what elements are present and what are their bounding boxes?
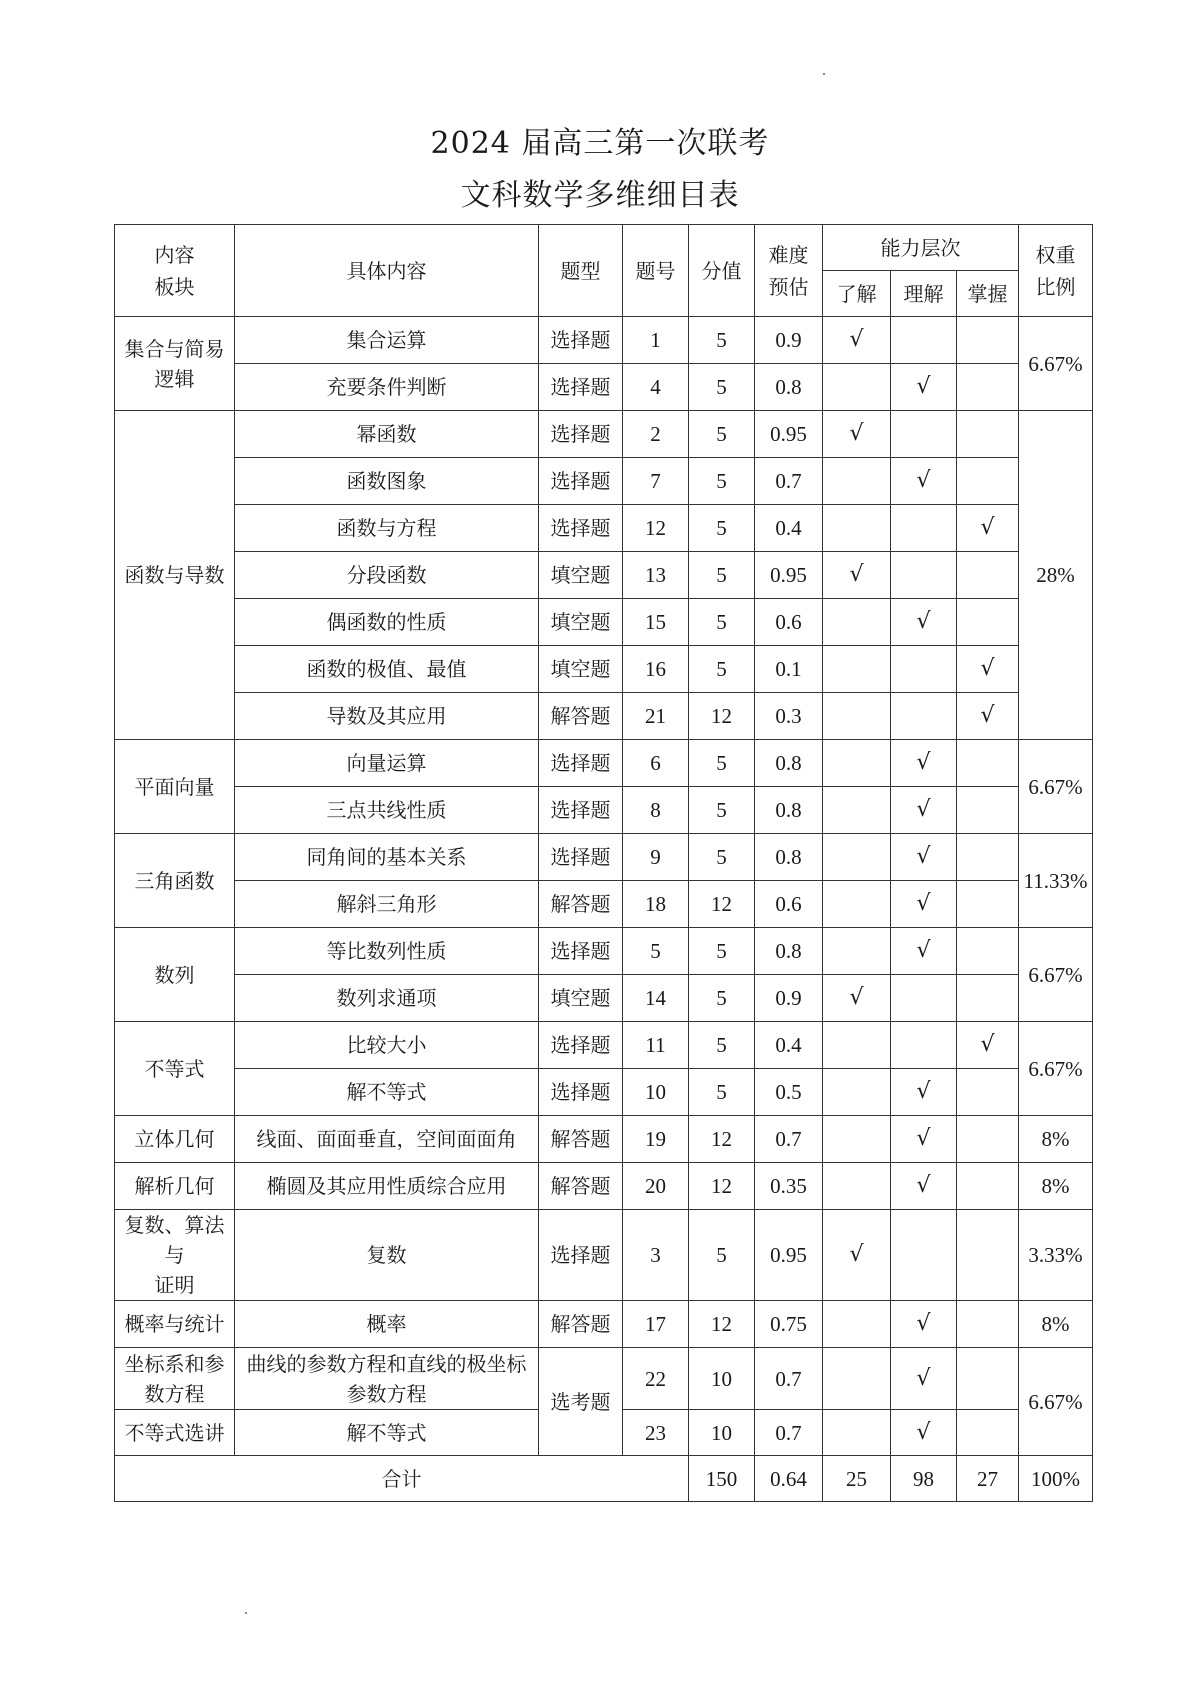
weight-cell: 8% <box>1019 1163 1093 1210</box>
difficulty-cell: 0.35 <box>755 1163 823 1210</box>
master-cell <box>957 693 1019 740</box>
know-cell <box>823 364 891 411</box>
number-cell: 5 <box>623 928 689 975</box>
total-row <box>115 1456 1093 1502</box>
understand-cell <box>891 693 957 740</box>
type-cell: 选择题 <box>539 1210 623 1301</box>
content-cell: 向量运算 <box>235 740 539 787</box>
difficulty-cell: 0.7 <box>755 1116 823 1163</box>
block-cell: 集合与简易 逻辑 <box>115 317 235 411</box>
understand-cell <box>891 834 957 881</box>
number-cell: 21 <box>623 693 689 740</box>
content-cell: 等比数列性质 <box>235 928 539 975</box>
master-cell <box>957 505 1019 552</box>
block-cell: 复数、算法与 证明 <box>115 1210 235 1301</box>
know-cell <box>823 740 891 787</box>
number-cell: 12 <box>623 505 689 552</box>
number-cell: 19 <box>623 1116 689 1163</box>
master-cell <box>957 975 1019 1022</box>
type-cell: 选择题 <box>539 787 623 834</box>
check-mark: √ <box>916 1126 931 1151</box>
table-row <box>115 552 1093 599</box>
type-cell: 填空题 <box>539 646 623 693</box>
table-row <box>115 1348 1093 1410</box>
table-body <box>115 317 1093 1502</box>
header-understand: 理解 <box>891 271 957 317</box>
check-mark: √ <box>916 1419 931 1445</box>
check-mark: √ <box>916 609 931 634</box>
total-understand: 98 <box>891 1456 957 1502</box>
score-cell: 5 <box>689 505 755 552</box>
understand-cell <box>891 317 957 364</box>
weight-cell: 6.67% <box>1019 928 1093 1022</box>
type-cell: 填空题 <box>539 599 623 646</box>
check-mark: √ <box>916 844 931 869</box>
check-mark: √ <box>849 1242 864 1267</box>
score-cell: 5 <box>689 1069 755 1116</box>
table-row <box>115 599 1093 646</box>
master-cell <box>957 599 1019 646</box>
number-cell: 15 <box>623 599 689 646</box>
know-cell <box>823 975 891 1022</box>
score-cell: 12 <box>689 881 755 928</box>
content-cell: 比较大小 <box>235 1022 539 1069</box>
speck-mark <box>823 73 825 75</box>
understand-cell <box>891 1210 957 1301</box>
understand-cell <box>891 646 957 693</box>
know-cell <box>823 599 891 646</box>
master-cell <box>957 1210 1019 1301</box>
number-cell: 17 <box>623 1301 689 1348</box>
document-subtitle: 文科数学多维细目表 <box>460 178 740 213</box>
score-cell: 5 <box>689 646 755 693</box>
understand-cell <box>891 1348 957 1410</box>
block-cell: 三角函数 <box>115 834 235 928</box>
check-mark: √ <box>849 421 864 446</box>
master-cell <box>957 1301 1019 1348</box>
score-cell: 5 <box>689 458 755 505</box>
weight-cell: 3.33% <box>1019 1210 1093 1301</box>
master-cell <box>957 646 1019 693</box>
table-row <box>115 834 1093 881</box>
content-cell: 三点共线性质 <box>235 787 539 834</box>
table-row <box>115 881 1093 928</box>
content-cell: 幂函数 <box>235 411 539 458</box>
type-cell: 选择题 <box>539 1069 623 1116</box>
difficulty-cell: 0.8 <box>755 740 823 787</box>
table-row <box>115 1301 1093 1348</box>
number-cell: 14 <box>623 975 689 1022</box>
master-cell <box>957 552 1019 599</box>
difficulty-cell: 0.7 <box>755 1348 823 1410</box>
score-cell: 5 <box>689 317 755 364</box>
understand-cell <box>891 1022 957 1069</box>
number-cell: 16 <box>623 646 689 693</box>
master-cell <box>957 458 1019 505</box>
master-cell <box>957 834 1019 881</box>
difficulty-cell: 0.8 <box>755 928 823 975</box>
difficulty-cell: 0.8 <box>755 364 823 411</box>
understand-cell <box>891 458 957 505</box>
check-mark: √ <box>916 1079 931 1104</box>
table-row <box>115 975 1093 1022</box>
score-cell: 5 <box>689 364 755 411</box>
number-cell: 3 <box>623 1210 689 1301</box>
understand-cell <box>891 1069 957 1116</box>
content-cell: 数列求通项 <box>235 975 539 1022</box>
speck-mark <box>245 1612 247 1614</box>
number-cell: 7 <box>623 458 689 505</box>
content-cell: 概率 <box>235 1301 539 1348</box>
table-row <box>115 740 1093 787</box>
weight-cell: 11.33% <box>1019 834 1093 928</box>
table-row <box>115 317 1093 364</box>
know-cell <box>823 552 891 599</box>
difficulty-cell: 0.4 <box>755 505 823 552</box>
type-cell: 选择题 <box>539 411 623 458</box>
content-cell: 线面、面面垂直，空间面面角 <box>235 1116 539 1163</box>
block-cell: 解析几何 <box>115 1163 235 1210</box>
master-cell <box>957 364 1019 411</box>
block-cell: 数列 <box>115 928 235 1022</box>
understand-cell <box>891 1163 957 1210</box>
score-cell: 5 <box>689 1210 755 1301</box>
understand-cell <box>891 411 957 458</box>
weight-cell: 6.67% <box>1019 1022 1093 1116</box>
know-cell <box>823 1210 891 1301</box>
type-cell: 解答题 <box>539 1163 623 1210</box>
number-cell: 23 <box>623 1410 689 1456</box>
difficulty-cell: 0.6 <box>755 599 823 646</box>
number-cell: 6 <box>623 740 689 787</box>
type-cell: 填空题 <box>539 552 623 599</box>
understand-cell <box>891 975 957 1022</box>
type-cell: 解答题 <box>539 1116 623 1163</box>
total-know: 25 <box>823 1456 891 1502</box>
block-cell: 立体几何 <box>115 1116 235 1163</box>
master-cell <box>957 1410 1019 1456</box>
content-cell: 椭圆及其应用性质综合应用 <box>235 1163 539 1210</box>
score-cell: 12 <box>689 1163 755 1210</box>
type-cell: 解答题 <box>539 881 623 928</box>
number-cell: 11 <box>623 1022 689 1069</box>
know-cell <box>823 1348 891 1410</box>
know-cell <box>823 458 891 505</box>
know-cell <box>823 787 891 834</box>
header-content: 具体内容 <box>235 225 539 317</box>
type-cell: 选考题 <box>539 1348 623 1456</box>
spec-table <box>114 224 1093 1502</box>
score-cell: 12 <box>689 693 755 740</box>
content-cell: 曲线的参数方程和直线的极坐标 参数方程 <box>235 1348 539 1410</box>
understand-cell <box>891 552 957 599</box>
know-cell <box>823 881 891 928</box>
difficulty-cell: 0.1 <box>755 646 823 693</box>
difficulty-cell: 0.95 <box>755 552 823 599</box>
block-cell: 平面向量 <box>115 740 235 834</box>
type-cell: 选择题 <box>539 740 623 787</box>
master-cell <box>957 740 1019 787</box>
master-cell <box>957 928 1019 975</box>
know-cell <box>823 1163 891 1210</box>
table-row <box>115 1069 1093 1116</box>
number-cell: 22 <box>623 1348 689 1410</box>
number-cell: 18 <box>623 881 689 928</box>
header-block: 内容 板块 <box>115 225 235 317</box>
score-cell: 5 <box>689 975 755 1022</box>
difficulty-cell: 0.5 <box>755 1069 823 1116</box>
number-cell: 1 <box>623 317 689 364</box>
content-cell: 集合运算 <box>235 317 539 364</box>
type-cell: 选择题 <box>539 458 623 505</box>
number-cell: 4 <box>623 364 689 411</box>
content-cell: 解斜三角形 <box>235 881 539 928</box>
content-cell: 函数与方程 <box>235 505 539 552</box>
document-title: 2024 届高三第一次联考 <box>430 126 770 161</box>
header-difficulty: 难度 预估 <box>755 225 823 317</box>
score-cell: 5 <box>689 834 755 881</box>
score-cell: 5 <box>689 411 755 458</box>
master-cell <box>957 1348 1019 1410</box>
check-mark: √ <box>916 891 931 916</box>
number-cell: 8 <box>623 787 689 834</box>
weight-cell: 28% <box>1019 411 1093 740</box>
content-cell: 解不等式 <box>235 1410 539 1456</box>
check-mark: √ <box>980 703 995 728</box>
difficulty-cell: 0.8 <box>755 834 823 881</box>
understand-cell <box>891 1116 957 1163</box>
know-cell <box>823 834 891 881</box>
number-cell: 20 <box>623 1163 689 1210</box>
content-cell: 导数及其应用 <box>235 693 539 740</box>
check-mark: √ <box>980 515 995 540</box>
know-cell <box>823 646 891 693</box>
content-cell: 偶函数的性质 <box>235 599 539 646</box>
table-row <box>115 646 1093 693</box>
check-mark: √ <box>916 1365 931 1391</box>
difficulty-cell: 0.9 <box>755 317 823 364</box>
content-cell: 函数的极值、最值 <box>235 646 539 693</box>
weight-cell: 8% <box>1019 1301 1093 1348</box>
know-cell <box>823 317 891 364</box>
master-cell <box>957 1163 1019 1210</box>
check-mark: √ <box>916 374 931 399</box>
understand-cell <box>891 740 957 787</box>
understand-cell <box>891 787 957 834</box>
content-cell: 复数 <box>235 1210 539 1301</box>
weight-cell: 6.67% <box>1019 1348 1093 1456</box>
number-cell: 9 <box>623 834 689 881</box>
table-row <box>115 928 1093 975</box>
know-cell <box>823 505 891 552</box>
header-master: 掌握 <box>957 271 1019 317</box>
weight-cell: 8% <box>1019 1116 1093 1163</box>
know-cell <box>823 1301 891 1348</box>
difficulty-cell: 0.8 <box>755 787 823 834</box>
type-cell: 填空题 <box>539 975 623 1022</box>
number-cell: 13 <box>623 552 689 599</box>
type-cell: 选择题 <box>539 364 623 411</box>
score-cell: 12 <box>689 1301 755 1348</box>
header-score: 分值 <box>689 225 755 317</box>
know-cell <box>823 1022 891 1069</box>
table-row <box>115 505 1093 552</box>
master-cell <box>957 1116 1019 1163</box>
block-cell: 不等式 <box>115 1022 235 1116</box>
check-mark: √ <box>980 656 995 681</box>
table-row <box>115 1210 1093 1301</box>
table-row <box>115 1163 1093 1210</box>
master-cell <box>957 1069 1019 1116</box>
header-weight: 权重 比例 <box>1019 225 1093 317</box>
understand-cell <box>891 364 957 411</box>
understand-cell <box>891 599 957 646</box>
know-cell <box>823 1116 891 1163</box>
table-row <box>115 787 1093 834</box>
weight-cell: 6.67% <box>1019 740 1093 834</box>
total-master: 27 <box>957 1456 1019 1502</box>
score-cell: 5 <box>689 552 755 599</box>
type-cell: 解答题 <box>539 1301 623 1348</box>
check-mark: √ <box>849 985 864 1010</box>
master-cell <box>957 317 1019 364</box>
check-mark: √ <box>916 1311 931 1336</box>
score-cell: 5 <box>689 787 755 834</box>
difficulty-cell: 0.95 <box>755 1210 823 1301</box>
understand-cell <box>891 1301 957 1348</box>
content-cell: 充要条件判断 <box>235 364 539 411</box>
know-cell <box>823 928 891 975</box>
type-cell: 选择题 <box>539 505 623 552</box>
content-cell: 分段函数 <box>235 552 539 599</box>
type-cell: 解答题 <box>539 693 623 740</box>
score-cell: 5 <box>689 740 755 787</box>
check-mark: √ <box>916 750 931 775</box>
block-cell: 不等式选讲 <box>115 1410 235 1456</box>
score-cell: 5 <box>689 928 755 975</box>
understand-cell <box>891 505 957 552</box>
know-cell <box>823 693 891 740</box>
difficulty-cell: 0.95 <box>755 411 823 458</box>
difficulty-cell: 0.7 <box>755 458 823 505</box>
header-ability: 能力层次 <box>823 225 1019 271</box>
header-know: 了解 <box>823 271 891 317</box>
block-cell: 概率与统计 <box>115 1301 235 1348</box>
difficulty-cell: 0.4 <box>755 1022 823 1069</box>
content-cell: 同角间的基本关系 <box>235 834 539 881</box>
difficulty-cell: 0.9 <box>755 975 823 1022</box>
difficulty-cell: 0.3 <box>755 693 823 740</box>
master-cell <box>957 1022 1019 1069</box>
type-cell: 选择题 <box>539 834 623 881</box>
score-cell: 10 <box>689 1410 755 1456</box>
table-row <box>115 1022 1093 1069</box>
type-cell: 选择题 <box>539 317 623 364</box>
check-mark: √ <box>916 468 931 493</box>
number-cell: 10 <box>623 1069 689 1116</box>
table-row <box>115 458 1093 505</box>
know-cell <box>823 1410 891 1456</box>
know-cell <box>823 1069 891 1116</box>
table-row <box>115 364 1093 411</box>
table-row <box>115 1116 1093 1163</box>
check-mark: √ <box>849 562 864 587</box>
master-cell <box>957 787 1019 834</box>
total-score: 150 <box>689 1456 755 1502</box>
difficulty-cell: 0.7 <box>755 1410 823 1456</box>
block-cell: 坐标系和参 数方程 <box>115 1348 235 1410</box>
check-mark: √ <box>916 797 931 822</box>
difficulty-cell: 0.6 <box>755 881 823 928</box>
master-cell <box>957 411 1019 458</box>
master-cell <box>957 881 1019 928</box>
header-type: 题型 <box>539 225 623 317</box>
understand-cell <box>891 881 957 928</box>
total-weight: 100% <box>1019 1456 1093 1502</box>
weight-cell: 6.67% <box>1019 317 1093 411</box>
check-mark: √ <box>980 1032 995 1057</box>
check-mark: √ <box>916 1173 931 1198</box>
score-cell: 5 <box>689 599 755 646</box>
score-cell: 12 <box>689 1116 755 1163</box>
know-cell <box>823 411 891 458</box>
difficulty-cell: 0.75 <box>755 1301 823 1348</box>
table-row <box>115 411 1093 458</box>
table-row <box>115 693 1093 740</box>
content-cell: 解不等式 <box>235 1069 539 1116</box>
total-label: 合计 <box>115 1456 689 1502</box>
total-difficulty: 0.64 <box>755 1456 823 1502</box>
header-number: 题号 <box>623 225 689 317</box>
type-cell: 选择题 <box>539 928 623 975</box>
score-cell: 5 <box>689 1022 755 1069</box>
content-cell: 函数图象 <box>235 458 539 505</box>
type-cell: 选择题 <box>539 1022 623 1069</box>
block-cell: 函数与导数 <box>115 411 235 740</box>
score-cell: 10 <box>689 1348 755 1410</box>
number-cell: 2 <box>623 411 689 458</box>
understand-cell <box>891 1410 957 1456</box>
check-mark: √ <box>849 327 864 352</box>
check-mark: √ <box>916 938 931 963</box>
understand-cell <box>891 928 957 975</box>
